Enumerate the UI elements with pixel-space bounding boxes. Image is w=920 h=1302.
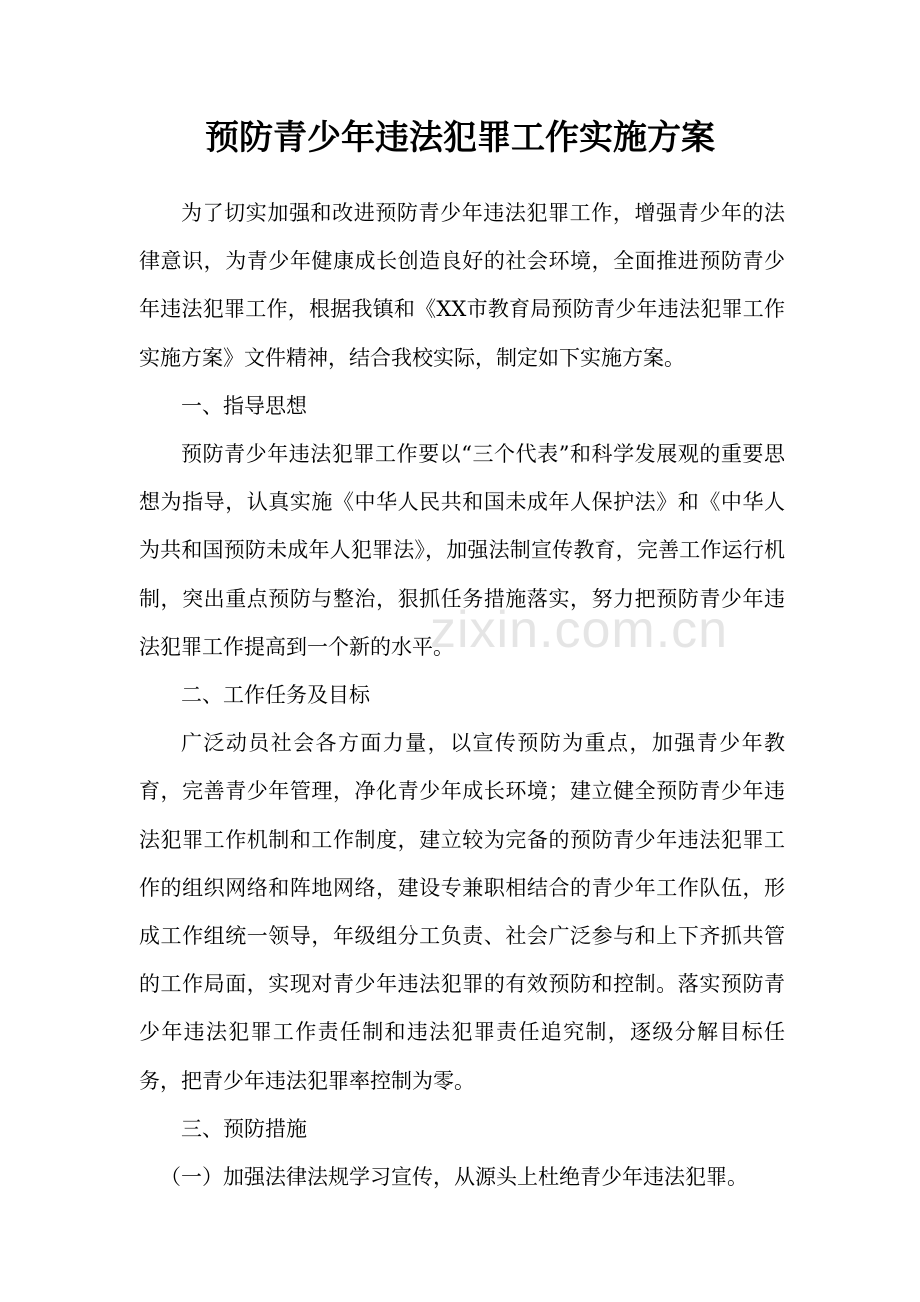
guiding-ideology-paragraph: 预防青少年违法犯罪工作要以“三个代表”和科学发展观的重要思想为指导，认真实施《中华人民共和国未成年人保护法》和《中华人为共和国预防未成年人犯罪法》，加强法制宣传教育，完善工作运行机制，突出重点预防与整治，狠抓任务措施落实，努力把预防青少年违法犯罪工作提高到一个新的水平。 — [139, 442, 785, 659]
document-title: 预防青少年违法犯罪工作实施方案 — [205, 118, 715, 158]
section-heading-guiding-ideology: 一、指导思想 — [181, 393, 307, 418]
section-heading-measures: 三、预防措施 — [181, 1116, 307, 1141]
tasks-goals-paragraph: 广泛动员社会各方面力量，以宣传预防为重点，加强青少年教育，完善青少年管理，净化青少年成长环境；建立健全预防青少年违法犯罪工作机制和工作制度，建立较为完备的预防青少年违法犯罪工作的组织网络和阵地网络，建设专兼职相结合的青少年工作队伍，形成工作组统一领导，年级组分工负责、社会广泛参与和上下齐抓共管的工作局面，实现对青少年违法犯罪的有效预防和控制。落实预防青少年违法犯罪工作责任制和违法犯罪责任追究制，逐级分解目标任务，把青少年违法犯罪率控制为零。 — [139, 731, 785, 1093]
watermark: zixin.com.cn — [430, 601, 729, 659]
subsection-heading-law-publicity: （一）加强法律法规学习宣传，从源头上杜绝青少年违法犯罪。 — [160, 1165, 748, 1190]
intro-paragraph: 为了切实加强和改进预防青少年违法犯罪工作，增强青少年的法律意识，为青少年健康成长创造良好的社会环境，全面推进预防青少年违法犯罪工作，根据我镇和《XX市教育局预防青少年违法犯罪工作实施方案》文件精神，结合我校实际，制定如下实施方案。 — [139, 201, 785, 370]
section-heading-tasks-goals: 二、工作任务及目标 — [181, 683, 370, 708]
document-body — [139, 189, 785, 1201]
